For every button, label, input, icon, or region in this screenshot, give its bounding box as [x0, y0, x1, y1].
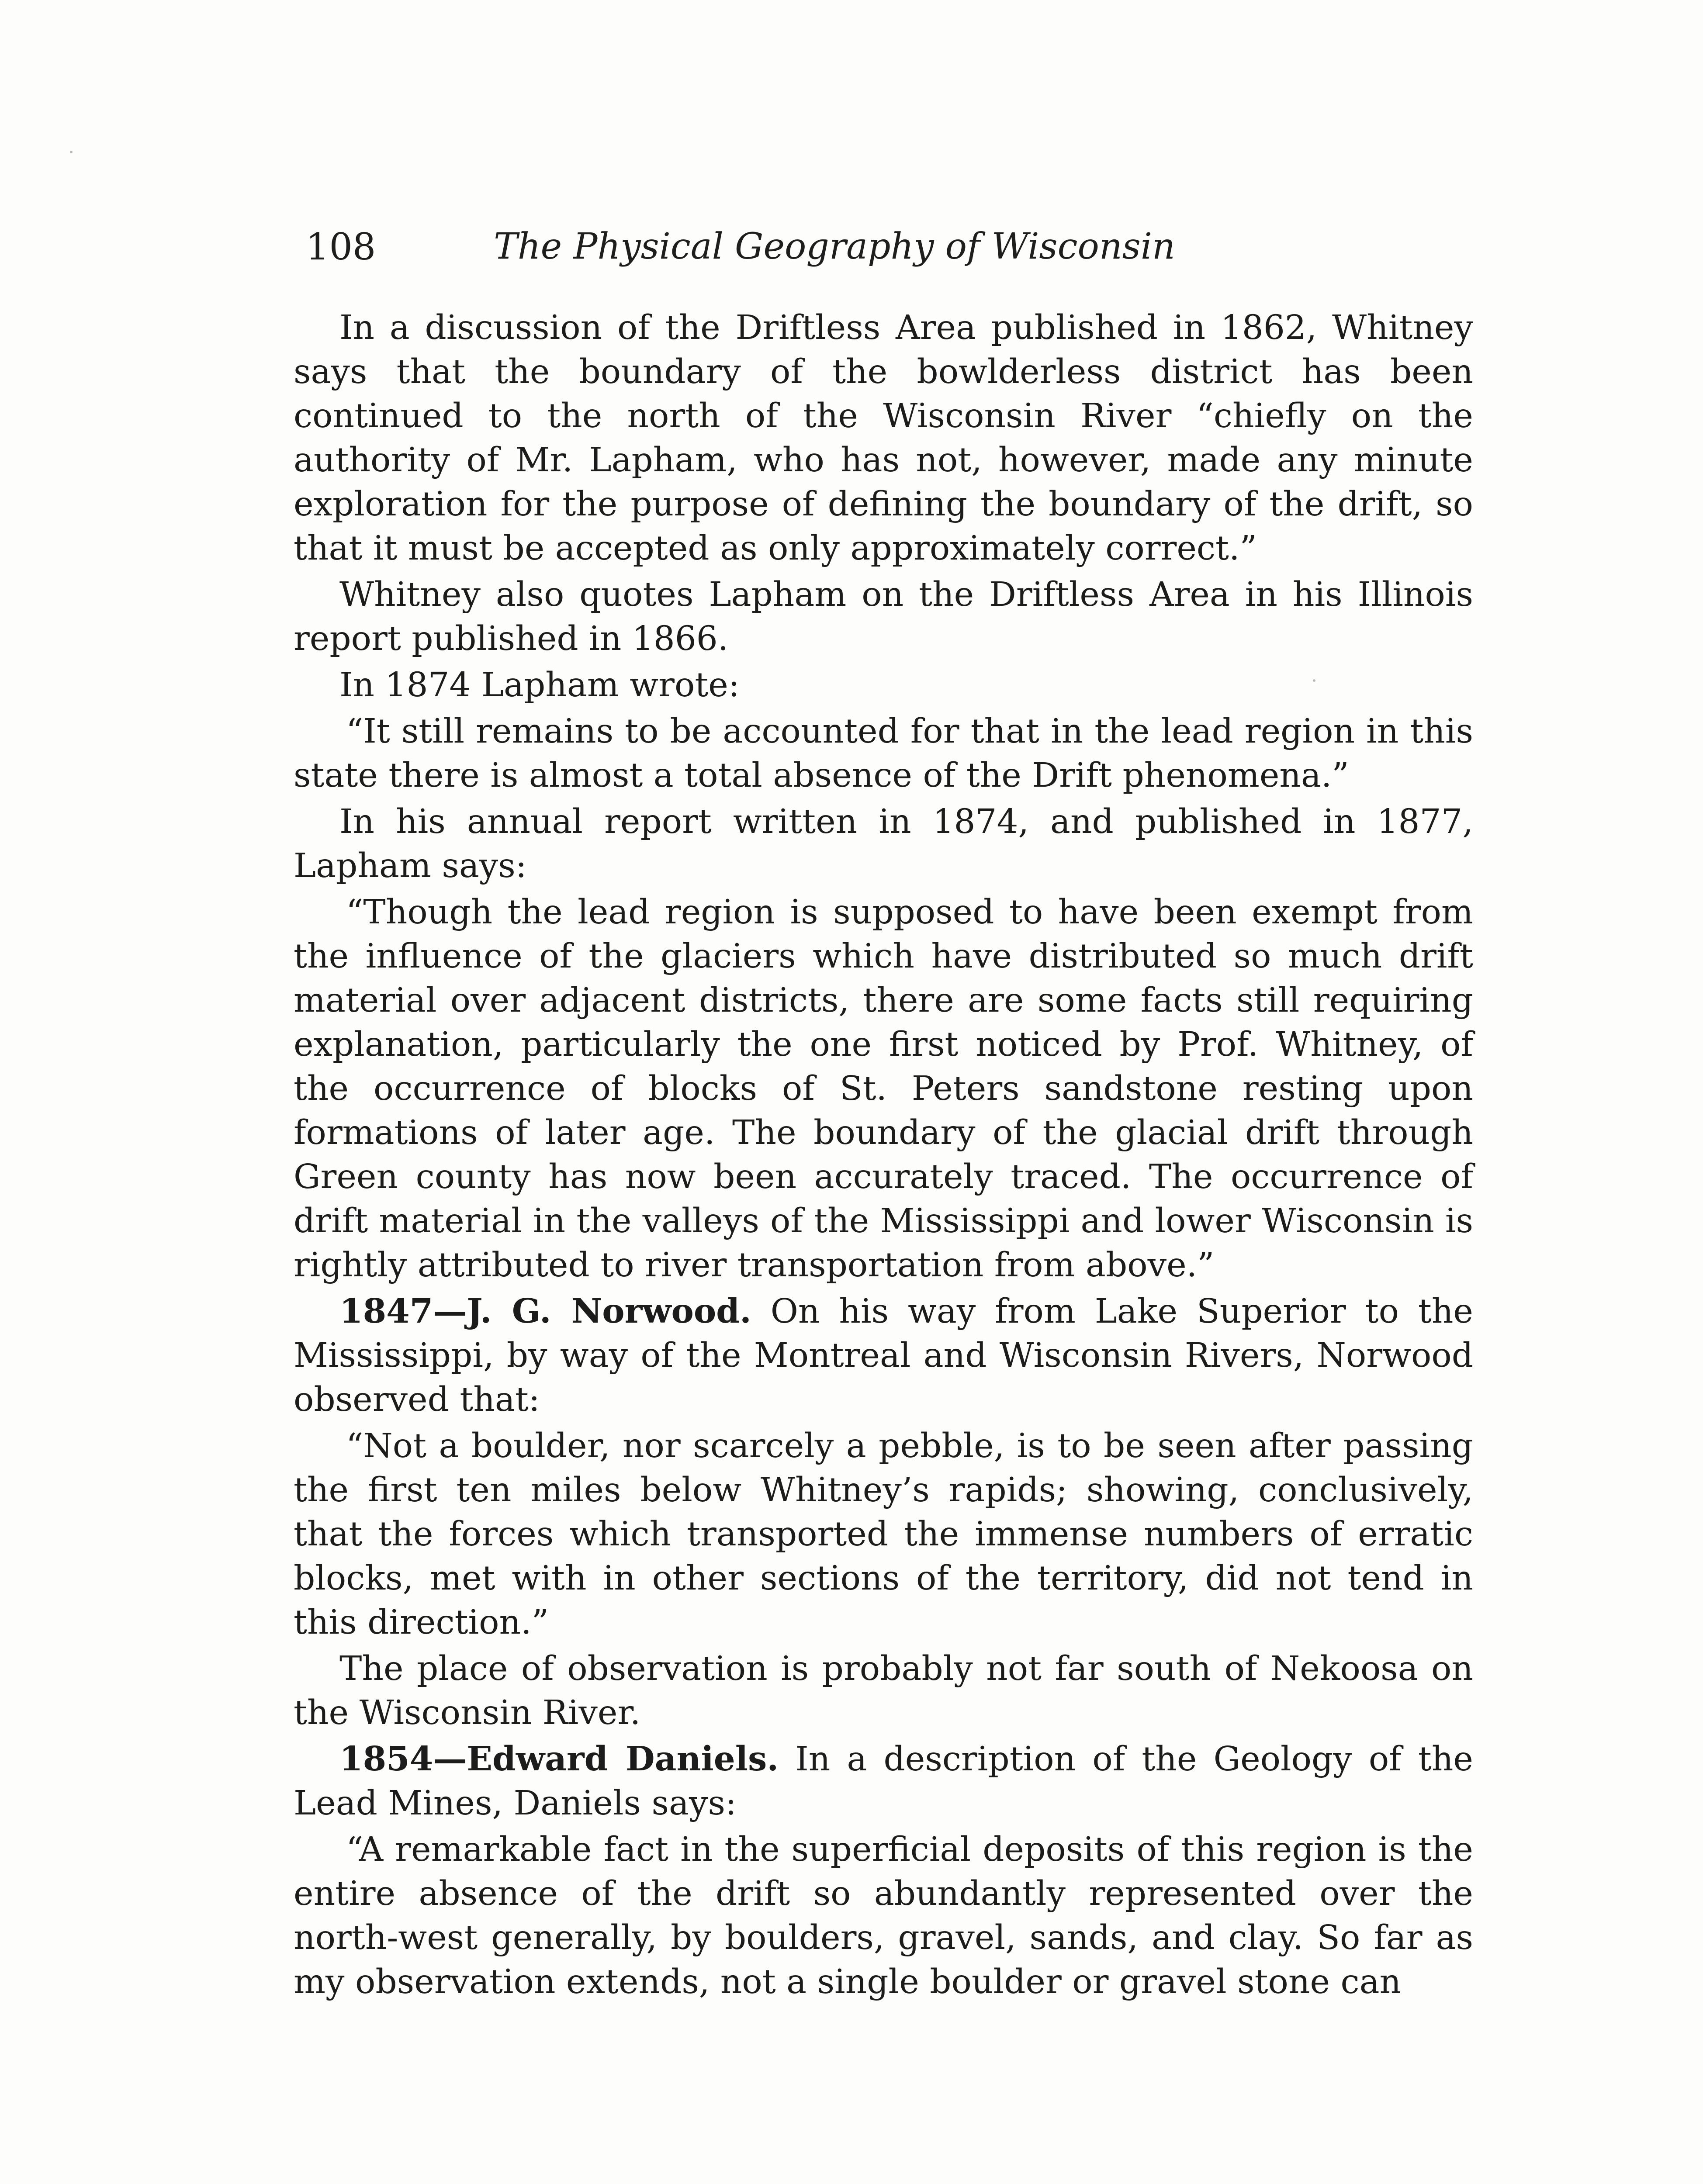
entry-daniels	[294, 1737, 1473, 1825]
entry-norwood	[294, 1289, 1473, 1422]
quote-norwood: “Not a boulder, nor scarcely a pebble, is to be seen after passing the first ten miles below Whitney’s rapids; showing, conclusively, that the forces which transported the immense numbers of erratic blocks, met with in other sections of the territory, did not tend in this direction.”	[294, 1427, 1473, 1642]
paragraph-annual-report: In his annual report written in 1874, and published in 1877, Lapham says:	[294, 802, 1473, 885]
paper-speck	[70, 151, 73, 153]
body-text	[294, 306, 1473, 2006]
entry-daniels-text: In a description of the Geology of the Lead Mines, Daniels says:	[294, 1740, 1473, 1823]
quote-lapham-lead-region: “It still remains to be accounted for that in the lead region in this state there is almost a total absence of the Drift phenomena.”	[294, 712, 1473, 795]
book-title: The Physical Geography of Wisconsin	[494, 226, 1175, 267]
entry-norwood-text: On his way from Lake Superior to the Mississippi, by way of the Montreal and Wisconsin Rivers, Norwood observed that:	[294, 1292, 1473, 1419]
page-number: 108	[306, 225, 376, 268]
entry-norwood-heading: 1847—J. G. Norwood.	[339, 1292, 751, 1331]
quote-daniels: “A remarkable fact in the superficial deposits of this region is the entire absence of the drift so abundantly represented over the north-west generally, by boulders, gravel, sands, and clay. So far as my observation extends, not a single boulder or gravel stone can	[294, 1830, 1473, 2001]
paper-speck	[1313, 679, 1315, 682]
paragraph-whitney-quotes: Whitney also quotes Lapham on the Driftless Area in his Illinois report published in 1866.	[294, 575, 1473, 658]
entry-daniels-heading: 1854—Edward Daniels.	[339, 1739, 779, 1779]
paragraph-observation-place: The place of observation is probably not far south of Nekoosa on the Wisconsin River.	[294, 1649, 1473, 1732]
running-head	[306, 221, 1293, 273]
quote-lapham-annual-report: “Though the lead region is supposed to have been exempt from the influence of the glaciers which have distributed so much drift material over adjacent districts, there are some facts still requiring explanation, particularly the one first noticed by Prof. Whitney, of the occurrence of blocks of St. Peters sandstone resting upon formations of later age. The boundary of the glacial drift through Green county has now been accurately traced. The occurrence of drift material in the valleys of the Mississippi and lower Wisconsin is rightly attributed to river transportation from above.”	[294, 893, 1473, 1285]
paragraph-lapham-1874: In 1874 Lapham wrote:	[339, 666, 740, 705]
paragraph-driftless-discussion: In a discussion of the Driftless Area published in 1862, Whitney says that the boundary of the bowlderless district has been continued to the north of the Wisconsin River “chiefly on the authority of Mr. Lapham, who has not, however, made any minute exploration for the purpose of defining the boundary of the drift, so that it must be accepted as only approximately correct.”	[294, 308, 1473, 568]
